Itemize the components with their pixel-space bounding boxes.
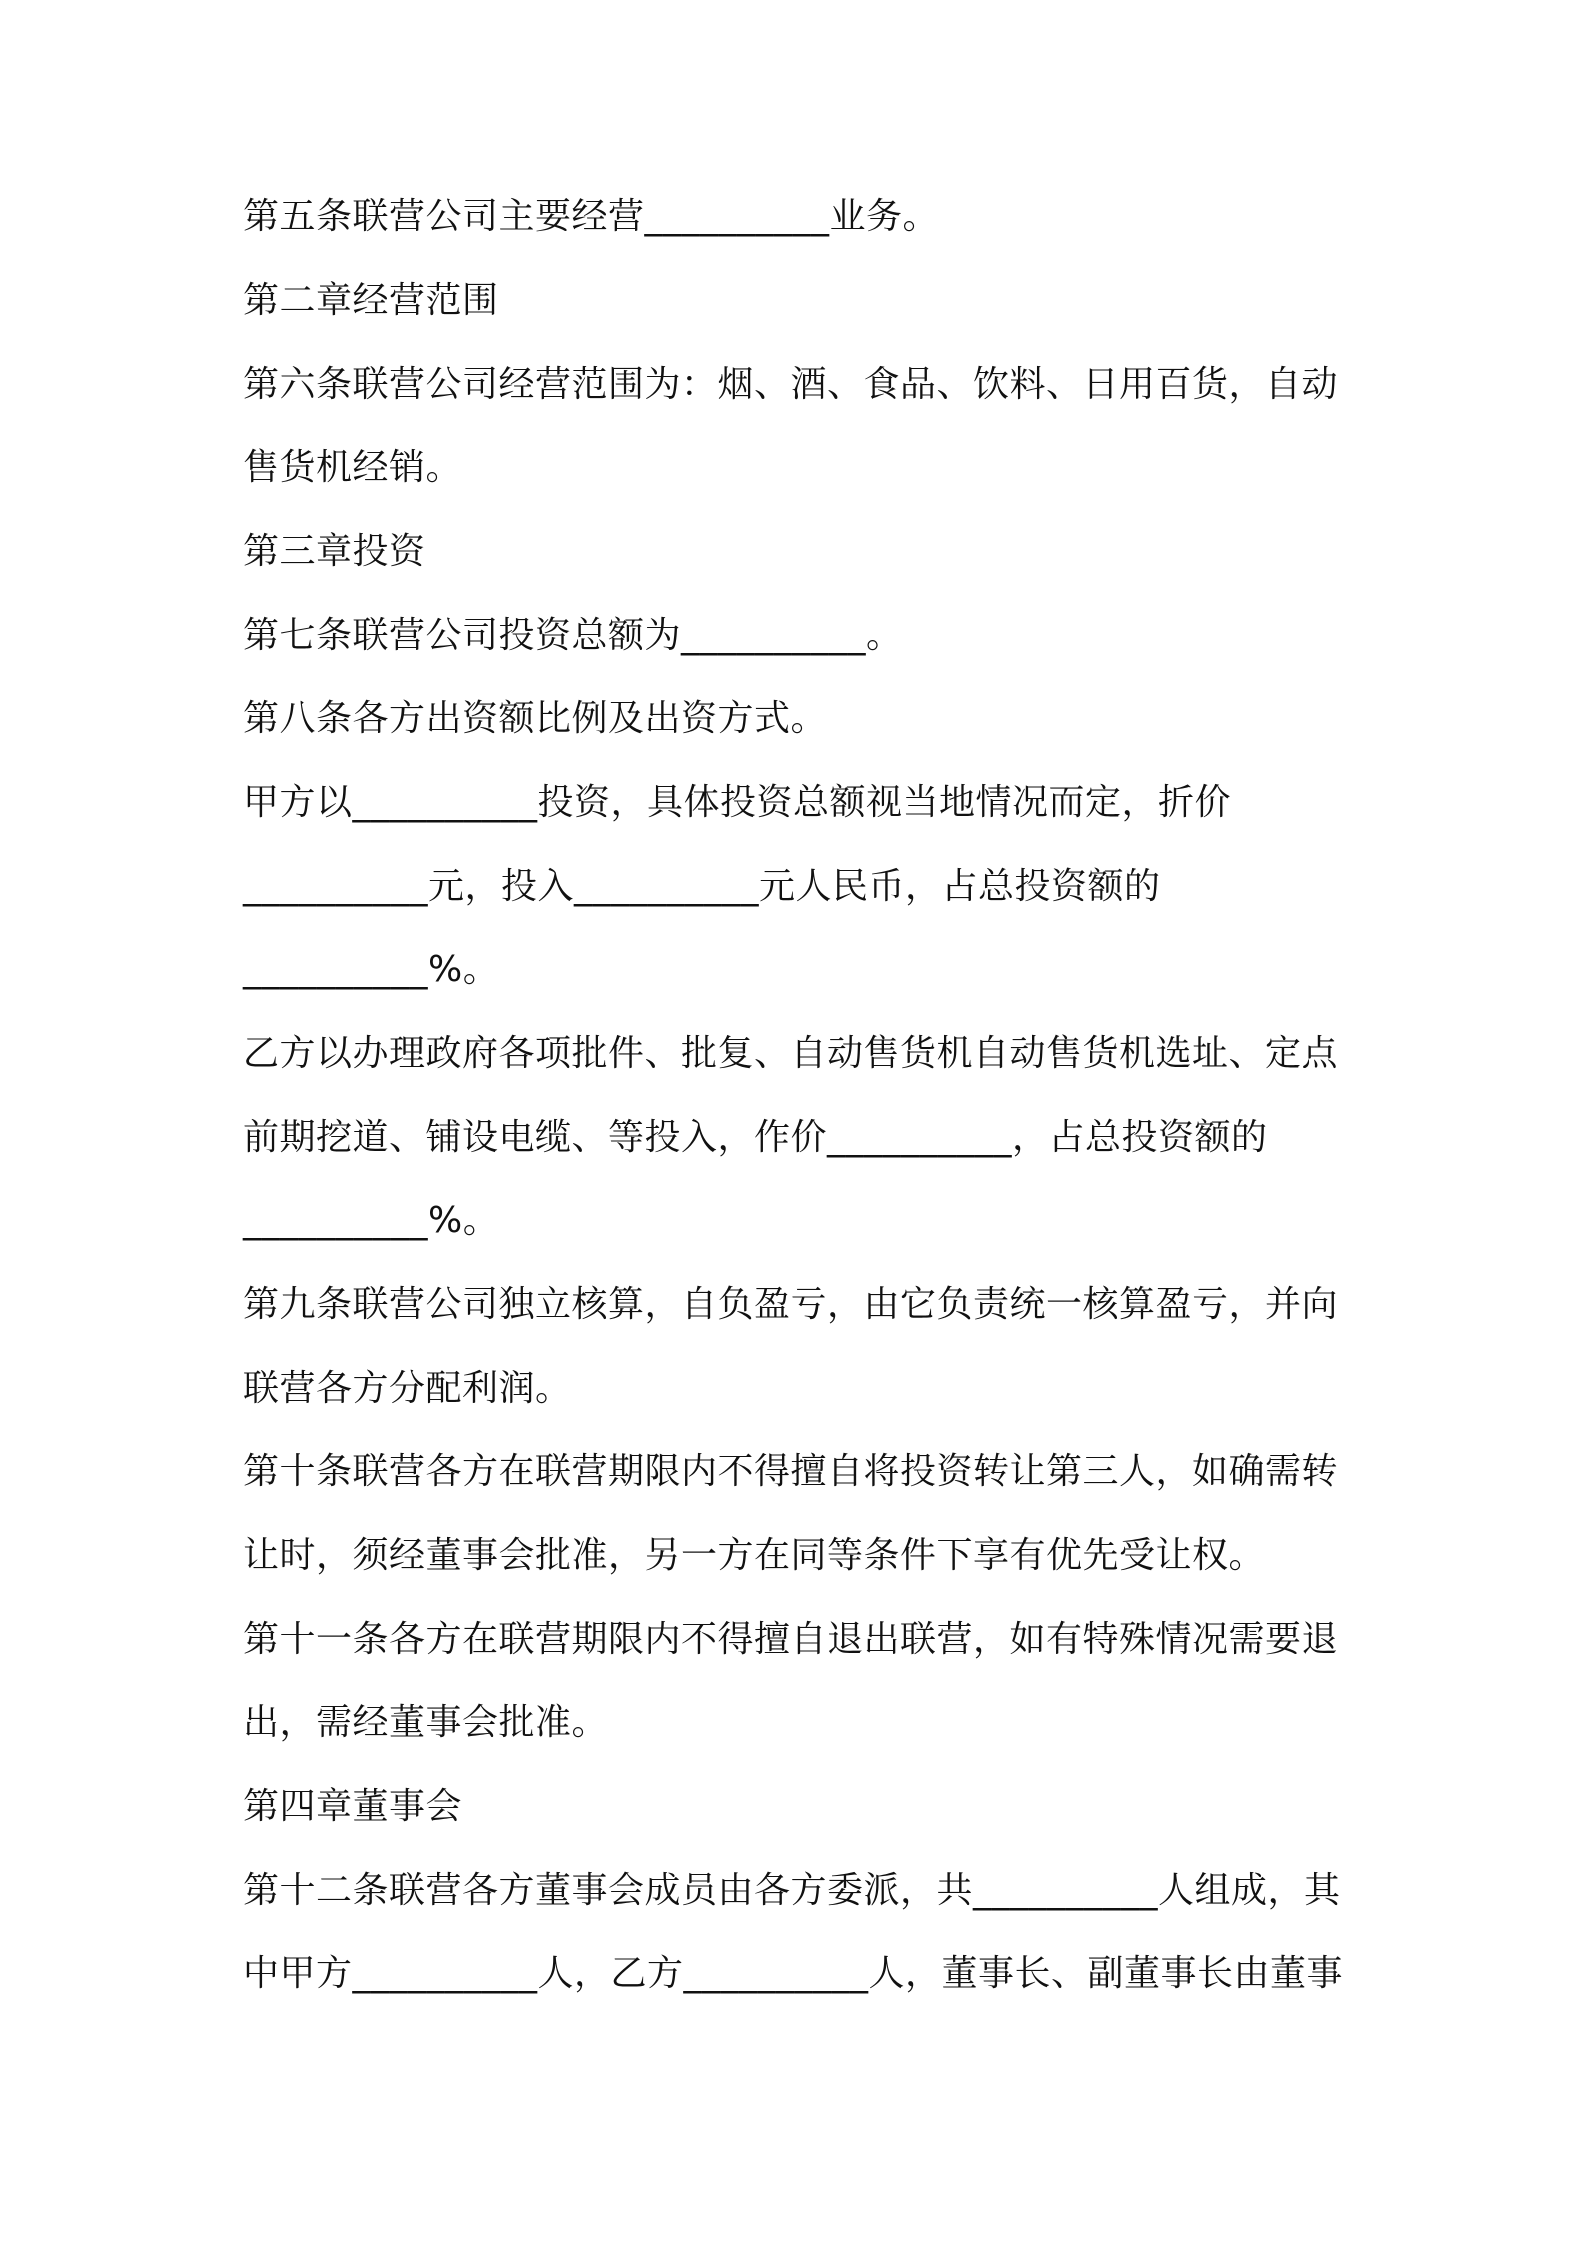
party-a-line-3: __________%。 <box>243 949 500 990</box>
article-11-line-2: 出，需经董事会批准。 <box>243 1702 609 1743</box>
article-6-line-2: 售货机经销。 <box>243 447 463 488</box>
article-10-line-2: 让时，须经董事会批准，另一方在同等条件下享有优先受让权。 <box>243 1535 1266 1576</box>
party-b-line-3: __________%。 <box>243 1200 500 1241</box>
article-8: 第八条各方出资额比例及出资方式。 <box>243 698 828 739</box>
article-12-line-1: 第十二条联营各方董事会成员由各方委派，共__________人组成，其 <box>243 1870 1341 1911</box>
party-b-line-2: 前期挖道、铺设电缆、等投入，作价__________，占总投资额的 <box>243 1117 1268 1158</box>
article-7: 第七条联营公司投资总额为__________。 <box>243 615 903 656</box>
party-a-line-2: __________元，投入__________元人民币，占总投资额的 <box>243 866 1161 907</box>
chapter-2-heading: 第二章经营范围 <box>243 280 499 321</box>
article-9-line-1: 第九条联营公司独立核算，自负盈亏，由它负责统一核算盈亏，并向 <box>243 1284 1339 1325</box>
chapter-4-heading: 第四章董事会 <box>243 1786 463 1827</box>
article-5: 第五条联营公司主要经营__________业务。 <box>243 196 940 237</box>
article-6-line-1: 第六条联营公司经营范围为：烟、酒、食品、饮料、日用百货，自动 <box>243 364 1339 405</box>
article-12-line-2: 中甲方__________人，乙方__________人，董事长、副董事长由董事 <box>243 1953 1344 1994</box>
article-10-line-1: 第十条联营各方在联营期限内不得擅自将投资转让第三人，如确需转 <box>243 1451 1339 1492</box>
chapter-3-heading: 第三章投资 <box>243 531 426 572</box>
article-11-line-1: 第十一条各方在联营期限内不得擅自退出联营，如有特殊情况需要退 <box>243 1619 1339 1660</box>
article-9-line-2: 联营各方分配利润。 <box>243 1368 572 1409</box>
party-a-line-1: 甲方以__________投资，具体投资总额视当地情况而定，折价 <box>243 782 1232 823</box>
party-b-line-1: 乙方以办理政府各项批件、批复、自动售货机自动售货机选址、定点 <box>243 1033 1339 1074</box>
